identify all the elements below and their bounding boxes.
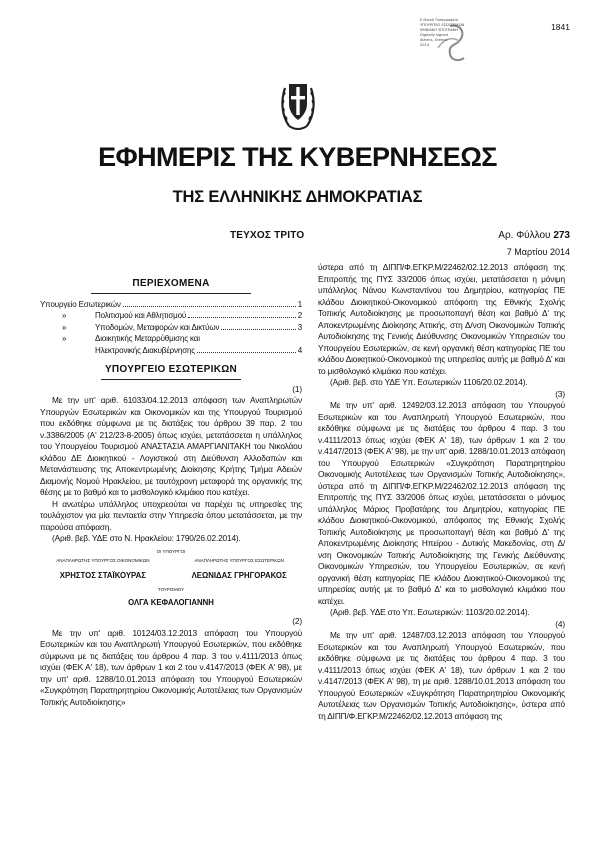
stamp-line: Ε.Θνικό Τυπογραφείο xyxy=(420,18,459,22)
sheet-value: 273 xyxy=(553,230,570,241)
decision-number: (2) xyxy=(292,616,302,626)
toc-item[interactable] xyxy=(40,299,302,311)
toc-dots xyxy=(197,351,296,353)
toc-item-label-line1: Διοικητικής Μεταρρύθμισης και xyxy=(95,334,200,343)
toc-page: 1 xyxy=(297,299,302,309)
gazette-subtitle: ΤΗΣ ΕΛΛΗΝΙΚΗΣ ΔΗΜΟΚΡΑΤΙΑΣ xyxy=(172,188,423,206)
sheet-number xyxy=(420,230,570,241)
issue-label: ΤΕΥΧΟΣ ΤΡΙΤΟ xyxy=(230,230,305,241)
stamp-line: ΨΗΦΙΑΚΗ ΥΠΟΓΡΑΦΗ xyxy=(420,28,458,32)
signatory-role: ΤΟΥΡΙΣΜΟΥ xyxy=(157,587,185,592)
decision-number: (4) xyxy=(555,618,565,629)
approval-reference: (Αριθ. βεβ. ΥΔΕ στο Ν. Ηρακλείου: 1790/26.02.2014). xyxy=(52,533,241,543)
decision-paragraph: Η ανωτέρω υπάλληλος υποχρεούται να παρέχει τις υπηρεσίες της τουλάχιστον για μία πενταετία στην Υπηρεσία όπου μετατάσσεται, με την παρούσα απόφαση. xyxy=(40,498,302,532)
signatory-role: ΑΝΑΠΛΗΡΩΤΗΣ ΥΠΟΥΡΓΟΣ ΕΣΩΤΕΡΙΚΩΝ xyxy=(194,558,284,563)
left-column xyxy=(40,278,302,708)
signature-block xyxy=(40,558,166,581)
coat-of-arms-emblem xyxy=(279,74,317,136)
toc-ditto: » xyxy=(62,311,67,320)
toc-ditto: » xyxy=(62,322,67,332)
decision-number: (1) xyxy=(292,383,302,394)
right-column xyxy=(318,262,565,722)
decision-paragraph: Με την υπ' αριθ. 12487/03.12.2013 απόφαση του Υπουργού Εσωτερικών και του Αναπληρωτή Υπουργού Εσωτερικών, που εκδόθηκε σύμφωνα με τις διατάξεις του άρθρου 4 παρ. 3 του ν.4111/2013 όπως ισχύει (ΦΕΚ Α' 18), των άρθρων 1 και 2 του ν.4147/2013 (ΦΕΚ Α' 98), τη με αριθ. 1288/10.01.2013 απόφαση του Υπουργού Εσωτερικών «Συγκρότηση Παρατηρητηρίου Οικονομικής Αυτοτέλειας των Οργανισμών Τοπικής Αυτοδιοίκησης», ύστερα από τη ΔΙΠΠ/Φ.ΕΓΚΡ.Μ/22462/02.12.2013 απόφαση της xyxy=(318,630,565,721)
toc-item-label: Υποδομών, Μεταφορών και Δικτύων xyxy=(95,322,220,332)
toc-item-label: Ηλεκτρονικής Διακυβέρνησης xyxy=(95,345,195,355)
signatory-name: ΧΡΗΣΤΟΣ ΣΤΑΪΚΟΥΡΑΣ xyxy=(59,570,146,580)
issue-date: 7 Μαρτίου 2014 xyxy=(506,247,570,257)
toc-dots xyxy=(188,316,296,318)
section-heading: ΥΠΟΥΡΓΕΙΟ ΕΣΩΤΕΡΙΚΩΝ xyxy=(104,364,238,375)
approval-reference: (Αριθ. βεβ. ΥΔΕ στο Υπ. Εσωτερικών: 1103/20.02.2014). xyxy=(330,607,530,617)
approval-reference: (Αριθ. βεβ. στο ΥΔΕ Υπ. Εσωτερικών 1106/20.02.2014). xyxy=(330,377,528,387)
toc-item-label: Πολιτισμού και Αθλητισμού xyxy=(95,311,187,320)
signature-block xyxy=(176,558,302,581)
toc-page: 2 xyxy=(297,311,302,320)
toc-dots xyxy=(123,305,296,307)
toc-item-label: Υπουργείο Εσωτερικών xyxy=(40,299,121,309)
signatures-row xyxy=(40,558,302,581)
signatory-name: ΟΛΓΑ ΚΕΦΑΛΟΓΙΑΝΝΗ xyxy=(128,597,214,607)
stamp-line: 2014 xyxy=(420,43,430,47)
gazette-title: ΕΦΗΜΕΡΙΣ ΤΗΣ ΚΥΒΕΡΝΗΣΕΩΣ xyxy=(98,142,497,172)
decision-paragraph: Με την υπ' αριθ. 61033/04.12.2013 απόφαση των Αναπληρωτών Υπουργών Εσωτερικών και Οικονομικών και της Υπουργού Τουρισμού που εκδόθηκε σύμφωνα με τις διατάξεις του άρθρου 39 παρ. 2 του ν.3386/2005 (Α' 212/23-8-2005) όπως ισχύει, μετατάσσεται η υπάλληλος του Υπουργείου Τουρισμού ΑΝΑΣΤΑΣΙΑ ΑΜΑΡΓΙΑΝΙΤΑΚΗ του Νικολάου κλάδου ΔΕ Διοικητικού - Λογιστικού στη Διεύθυνση Αλλοδαπών και Μετανάστευσης της Αποκεντρωμένης Διοίκησης Κρήτης Τμήμα Αδειών Διαμονής Νομού Ηρακλείου, με ταυτόχρονη μεταφορά της οργανικής της θέσης με το βαθμό και το μισθολογικό κλιμάκιο που κατέχει. xyxy=(40,395,302,497)
digital-signature-stamp xyxy=(420,18,480,66)
sheet-label: Αρ. Φύλλου xyxy=(498,230,551,241)
decision-number: (3) xyxy=(555,388,565,399)
stamp-line: Digitally signed xyxy=(420,33,448,37)
decision-paragraph: Με την υπ' αριθ. 12492/03.12.2013 απόφαση του Υπουργού Εσωτερικών και του Αναπληρωτή Υπουργού Εσωτερικών, που εκδόθηκε σύμφωνα με τις διατάξεις του άρθρου 4 παρ. 3 του ν.4111/2013 όπως ισχύει (ΦΕΚ Α' 18), των άρθρων 1 και 2 του ν.4147/2013 (ΦΕΚ Α' 98), με την υπ' αριθ. 1288/10.01.2013 απόφαση του Υπουργού Εσωτερικών «Συγκρότηση Παρατηρητηρίου Οικονομικής Αυτοτέλειας των Οργανισμών Τοπικής Αυτοδιοίκησης», ύστερα από τη ΔΙΠΠ/Φ.ΕΓΚΡ.Μ/22462/02.12.2013 απόφαση της Επιτροπής της ΠΥΣ 33/2006 όπως ισχύει, μετατάσσεται ο μόνιμος υπάλληλος Μάριος Προβατάρης του Δημητρίου, κατηγορίας ΠΕ κλάδου Διοικητικού-Οικονομικού, απόφοιτος της Εθνικής Σχολής Τοπικής Αυτοδιοίκησης με προσωποπαγή θέση και βαθμό Δ' της Αποκεντρωμένης Διοίκησης Ηπείρου - Δυτικής Μακεδονίας, στη Δ/νση Οικονομικών Τοπικής Αυτοδιοίκησης της Γενικής Διεύθυνσης Οικονομικών Υπηρεσιών, του Υπουργείου Εσωτερικών, σε κενή οργανική θέση κατηγορίας ΠΕ κλάδου Διοικητικού-Οικονομικού της υπηρεσίας αυτής με το βαθμό Δ' και το μισθολογικό κλιμάκιο που κατέχει. xyxy=(318,400,565,606)
toc-page: 3 xyxy=(297,322,302,332)
stamp-line: Athens, Greece xyxy=(420,38,448,42)
page-number: 1841 xyxy=(551,22,570,32)
toc-dots xyxy=(221,328,295,330)
toc-heading: ΠΕΡΙΕΧΟΜΕΝΑ xyxy=(132,278,210,289)
stamp-line: ΥΠΟΥΡΓΕΙΟ ΕΣΩΤΕΡΙΚΩΝ xyxy=(420,23,465,27)
toc-item[interactable] xyxy=(40,333,302,345)
decision-paragraph: Με την υπ' αριθ. 10124/03.12.2013 απόφαση του Υπουργού Εσωτερικών και του Αναπληρωτή Υπουργού Εσωτερικών, που εκδόθηκε σύμφωνα με τις διατάξεις του άρθρου 4 παρ. 3 του ν.4111/2013 όπως ισχύει (ΦΕΚ Α' 18), των άρθρων 1 και 2 του ν.4147/2013 (ΦΕΚ Α' 98), με την υπ' αριθ. 1288/10.01.2013 απόφαση του Υπουργού Εσωτερικών «Συγκρότηση Παρατηρητηρίου Οικονομικής Αυτοτέλειας των Οργανισμών Τοπικής Αυτοδιοίκησης» xyxy=(40,627,302,707)
decision-paragraph: ύστερα από τη ΔΙΠΠ/Φ.ΕΓΚΡ.Μ/22462/02.12.2013 απόφαση της Επιτροπής της ΠΥΣ 33/2006 όπως ισχύει, μετατάσσεται η μόνιμη υπάλληλος Νάνου Κωνσταντίνου του Δημητρίου, κατηγορίας ΠΕ κλάδου Διοικητικού-Οικονομικού απόφοιτη της Εθνικής Σχολής Τοπικής Αυτοδιοίκησης με προσωποπαγή θέση και βαθμό Δ' της Αποκεντρωμένης Διοίκησης Αττικής, στη Δ/νση Οικονομικών Τοπικής Αυτοδιοίκησης της Γενικής Διεύθυνσης Οικονομικών Υπηρεσιών του Υπουργείου Εσωτερικών, σε κενή οργανική θέση κατηγορίας ΠΕ του κλάδου Διοικητικού-Οικονομικού της υπηρεσίας αυτής με βαθμό Δ' και το μισθολογικό κλιμάκιο που κατέχει. xyxy=(318,262,565,376)
signatory-name: ΛΕΩΝΙΔΑΣ ΓΡΗΓΟΡΑΚΟΣ xyxy=(191,570,287,580)
signatory-role: ΑΝΑΠΛΗΡΩΤΗΣ ΥΠΟΥΡΓΟΣ ΟΙΚΟΝΟΜΙΚΩΝ xyxy=(56,558,150,563)
toc-item[interactable] xyxy=(40,322,302,334)
toc-item-cont[interactable] xyxy=(40,345,302,357)
toc-item[interactable] xyxy=(40,310,302,322)
signatories-heading: ΟΙ ΥΠΟΥΡΓΟΙ xyxy=(156,548,186,554)
toc-ditto: » xyxy=(62,334,67,343)
toc-page: 4 xyxy=(297,345,302,355)
